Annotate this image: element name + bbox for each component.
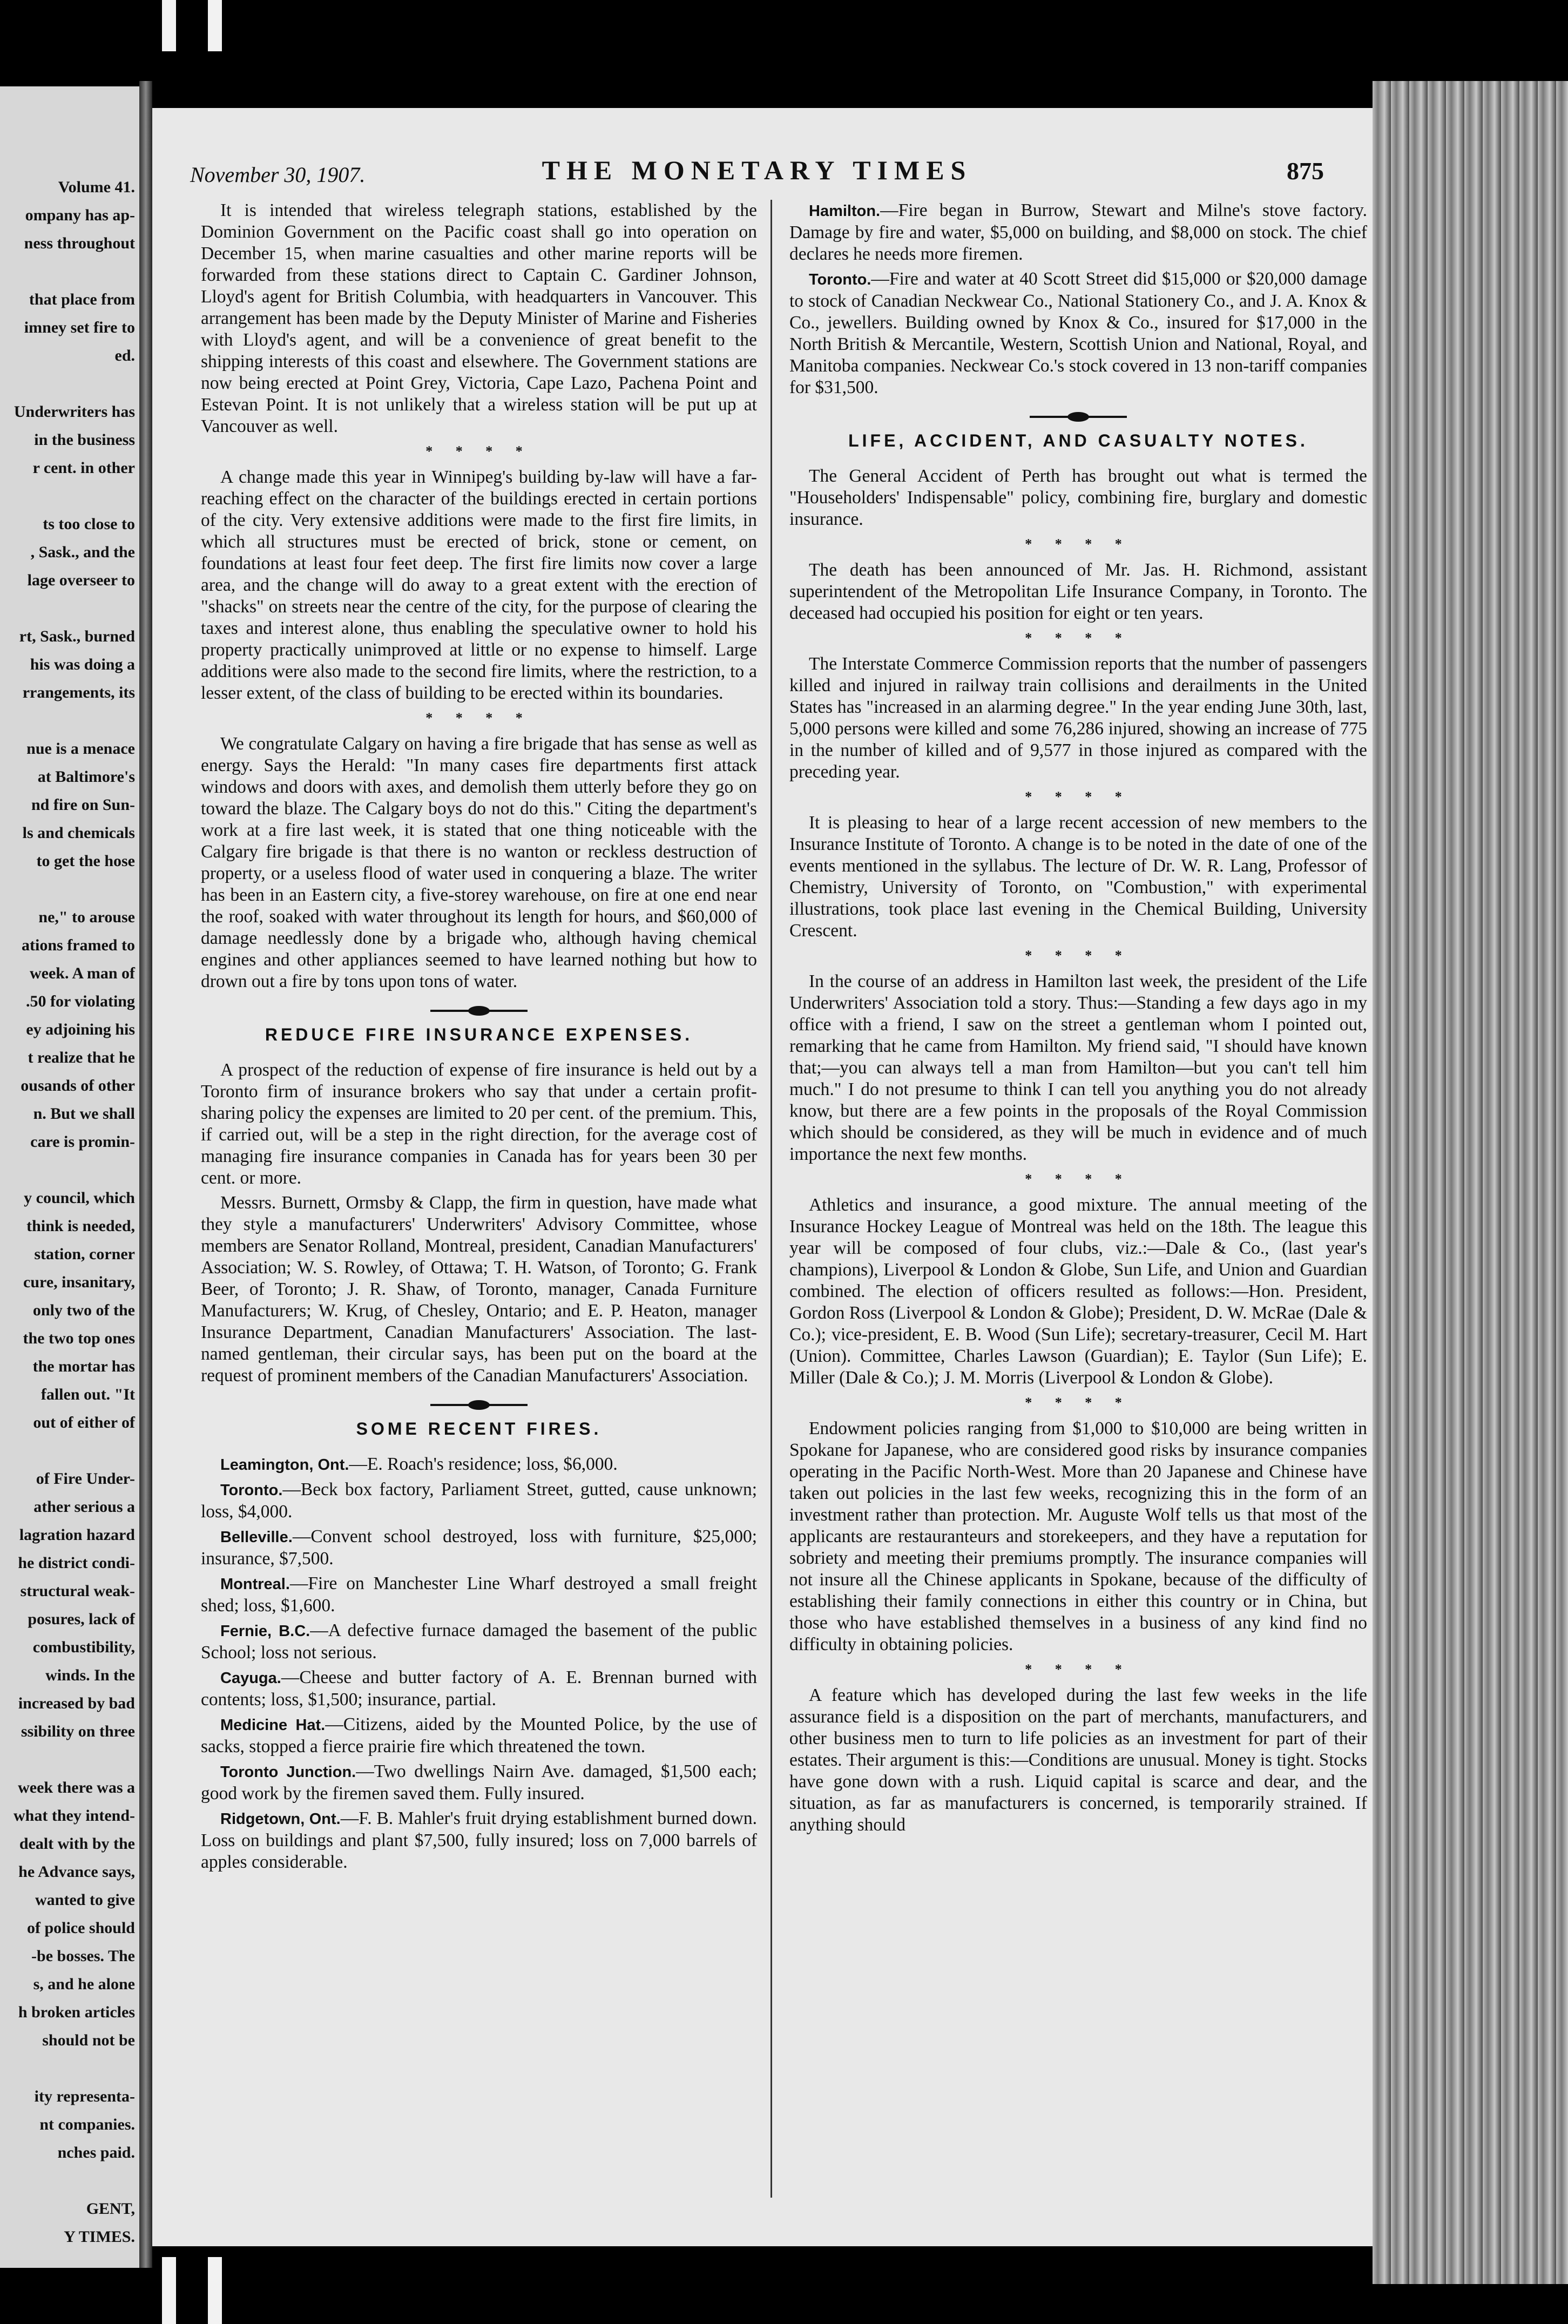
separator-stars: * * * * xyxy=(1025,630,1132,646)
facing-page-line: Y TIMES. xyxy=(64,2228,135,2246)
note-paragraph: The General Accident of Perth has brought out what is termed the "Householders' Indispensable" policy, combining fire, burglary and domestic insurance. xyxy=(789,466,1367,529)
ornament-divider xyxy=(789,406,1367,417)
fire-text: —Beck box factory, Parliament Street, gutted, cause unknown; loss, $4,000. xyxy=(201,1479,757,1522)
fire-text: —Fire and water at 40 Scott Street did $15,000 or $20,000 damage to stock of Canadian Neckwear Co., National Stationery Co., and J. A. Knox & Co., jewellers. Building owned by Knox & Co., insured for $17,000 in the North British & Mercantile, Western, Scottish Union and National, Royal, and Manitoba companies. Neckwear Co.'s stock covered in 13 non-tariff companies for $31,500. xyxy=(789,269,1367,397)
fire-text: —Convent school destroyed, loss with furniture, $25,000; insurance, $7,500. xyxy=(201,1526,757,1569)
reduction-expense-paragraph: A prospect of the reduction of expense of fire insurance is held out by a Toronto firm of insurance brokers who say that under a certain profit-sharing policy the expenses are limited to 20 per cent. of the premium. This, if carried out, will be a step in the right direction, for the average cost of managing fire insurance companies in Canada has for years been 30 per cent. or more. xyxy=(201,1060,757,1188)
facing-page-line: the mortar has xyxy=(32,1357,135,1375)
facing-page-line: GENT, xyxy=(86,2200,135,2218)
facing-page-fragment xyxy=(0,86,145,2268)
fire-text: —Citizens, aided by the Mounted Police, by the use of sacks, stopped a fierce prairie fire which threatened the town. xyxy=(201,1714,757,1756)
facing-page-line: station, corner xyxy=(34,1245,135,1263)
fire-item xyxy=(201,1454,757,1476)
fire-text: —E. Roach's residence; loss, $6,000. xyxy=(349,1454,618,1474)
note-paragraph: The Interstate Commerce Commission reports that the number of passengers killed and injured in railway train collisions and derailments in the United States has "increased in an alarming degree." In the year ending June 30th, last, 5,000 persons were killed and some 76,286 injured, showing an increase of 775 in the number of killed and of 9,577 in those injured as compared with the preceding year. xyxy=(789,654,1367,782)
separator-stars: * * * * xyxy=(1025,536,1132,552)
issue-date: November 30, 1907. xyxy=(190,163,366,187)
right-column xyxy=(789,200,1367,1839)
facing-page-line: , Sask., and the xyxy=(30,543,135,561)
facing-page-line: that place from xyxy=(29,290,135,308)
fire-item xyxy=(201,1573,757,1617)
winnipeg-bylaw-paragraph: A change made this year in Winnipeg's building by-law will have a far-reaching effect on the character of the buildings erected in certain portions of the city. Very extensive additions were made to the first fire limits, in which all structures must be erected of brick, stone or cement, on foundations at least four feet deep. The first fire limits now cover a large area, and the change will do away to a great extent with the erection of "shacks" on streets near the centre of the city, for the purpose of clearing the taxes and interest alone, thus enabling the speculative owner to hold his property practically unimproved at little or no expense to himself. Large additions were also made to the second fire limits, where the restriction, to a lesser extent, of the class of building to be erected within its boundaries. xyxy=(201,467,757,703)
fire-item xyxy=(201,1761,757,1805)
facing-page-line: in the business xyxy=(34,431,135,449)
separator-stars: * * * * xyxy=(1025,789,1132,805)
fire-text: —A defective furnace damaged the basement of the public School; loss not serious. xyxy=(201,1620,757,1663)
fire-place: Toronto Junction. xyxy=(220,1764,356,1781)
page-header xyxy=(190,154,1324,187)
fire-text: —Cheese and butter factory of A. E. Brennan burned with contents; loss, $1,500; insurance, partial. xyxy=(201,1667,757,1710)
facing-page-line: should not be xyxy=(42,2031,135,2049)
masthead-title: THE MONETARY TIMES xyxy=(542,155,972,185)
facing-page-line: wanted to give xyxy=(35,1891,135,1909)
facing-page-line: lage overseer to xyxy=(27,571,135,589)
facing-page-line: of Fire Under- xyxy=(36,1470,135,1488)
facing-page-line: only two of the xyxy=(32,1301,135,1319)
facing-page-line: his was doing a xyxy=(30,656,135,673)
facing-page-line: t realize that he xyxy=(28,1049,135,1066)
fire-text: —Fire began in Burrow, Stewart and Milne's stove factory. Damage by fire and water, $5,000 on building, and $8,000 on stock. The chief declares he needs more firemen. xyxy=(789,200,1367,264)
facing-page-line: ity representa- xyxy=(34,2087,135,2105)
facing-page-line: ts too close to xyxy=(43,515,135,533)
film-mark-top-left xyxy=(162,0,176,51)
facing-page-line: ations framed to xyxy=(22,936,135,954)
facing-page-line: rrangements, its xyxy=(22,684,135,701)
facing-page-line: structural weak- xyxy=(20,1582,135,1600)
facing-page-line: posures, lack of xyxy=(28,1610,135,1628)
facing-page-line: Volume 41. xyxy=(58,178,135,196)
fire-item xyxy=(789,268,1367,398)
note-paragraph: It is pleasing to hear of a large recent accession of new members to the Insurance Institute of Toronto. A change is to be noted in the date of one of the events mentioned in the syllabus. The lecture of Dr. W. R. Lang, Professor of Chemistry, University of Toronto, on "Combustion," with experimental illustrations, took place last evening in the Chemical Building, University Crescent. xyxy=(789,813,1367,941)
fire-text: —Fire on Manchester Line Wharf destroyed a small freight shed; loss, $1,600. xyxy=(201,1573,757,1616)
facing-page-line: h broken articles xyxy=(18,2003,135,2021)
facing-page-line: nt companies. xyxy=(39,2116,135,2133)
page-edge-stack xyxy=(1373,81,1568,2284)
newspaper-page xyxy=(152,108,1373,2246)
facing-page-line: he Advance says, xyxy=(18,1863,135,1881)
fire-place: Toronto. xyxy=(809,271,871,288)
note-paragraph: Athletics and insurance, a good mixture. The annual meeting of the Insurance Hockey League of Montreal was held on the 18th. The league this year will be composed of four clubs, viz.:—Dale & Co., (last year's champions), Liverpool & London & Globe, Sun Life, and Union and Guardian combined. The election of officers resulted as follows:—Hon. President, Gordon Ross (Liverpool & London & Globe); President, D. W. McRae (Dale & Co.); vice-president, E. B. Wood (Sun Life); secretary-treasurer, Cecil M. Hart (Union). Committee, Charles Lawson (Guardian); E. Taylor (Sun Life); E. Miller (Dale & Co.); J. M. Morris (Liverpool & London & Globe). xyxy=(789,1195,1367,1388)
book-gutter xyxy=(139,81,152,2268)
facing-page-line: think is needed, xyxy=(26,1217,135,1235)
facing-page-line: s, and he alone xyxy=(33,1975,135,1993)
note-paragraph: In the course of an address in Hamilton last week, the president of the Life Underwriters' Association told a story. Thus:—Standing a few days ago in my office with a friend, I saw on the street a gentleman whom I pointed out, remarking that he came from Hamilton. My friend said, "I should have known that;—you can always tell a man from Hamilton—but you can't tell him much." I do not presume to think I can tell you anything you do not already know, but there are a few points in the proposals of the Royal Commission which should be considered, as they will be much in evidence and of much importance the next few months. xyxy=(789,971,1367,1164)
fire-place: Cayuga. xyxy=(220,1670,281,1687)
facing-page-line: Underwriters has xyxy=(13,403,135,421)
facing-page-line: increased by bad xyxy=(18,1694,135,1712)
fire-text: —Two dwellings Nairn Ave. damaged, $1,500 each; good work by the firemen saved them. Fully insured. xyxy=(201,1761,757,1803)
facing-page-line: out of either of xyxy=(33,1414,135,1431)
note-paragraph: A feature which has developed during the last few weeks in the life assurance field is a disposition on the part of merchants, manufacturers, and other business men to turn to life policies as an investment for part of their estates. Their argument is this:—Conditions are unusual. Money is tight. Stocks have gone down with a rush. Liquid capital is scarce and dear, and the situation, as far as manufacturers is concerned, is temporarily strained. If anything should xyxy=(789,1685,1367,1835)
facing-page-line: care is promin- xyxy=(30,1133,135,1151)
facing-page-line: n. But we shall xyxy=(33,1105,135,1123)
ornament-divider xyxy=(201,1000,757,1011)
facing-page-line: the two top ones xyxy=(23,1329,135,1347)
facing-page-line: lagration hazard xyxy=(19,1526,135,1544)
facing-page-line: rt, Sask., burned xyxy=(19,627,135,645)
fire-place: Ridgetown, Ont. xyxy=(220,1810,341,1828)
fire-text: —F. B. Mahler's fruit drying establishment burned down. Loss on buildings and plant $7,500, fully insured; loss on 7,000 barrels of apples considerable. xyxy=(201,1808,757,1872)
facing-page-line: at Baltimore's xyxy=(37,768,135,786)
facing-page-line: ey adjoining his xyxy=(26,1021,135,1038)
film-mark-bottom-right xyxy=(208,2257,222,2324)
fire-item xyxy=(789,200,1367,265)
separator-stars: * * * * xyxy=(425,710,532,726)
facing-page-line: nd fire on Sun- xyxy=(31,796,135,814)
facing-page-line: what they intend- xyxy=(13,1807,135,1825)
facing-page-line: combustibility, xyxy=(32,1638,135,1656)
facing-page-line: ness throughout xyxy=(24,234,135,252)
ornament-divider xyxy=(201,1394,757,1405)
fire-place: Montreal. xyxy=(220,1576,290,1593)
facing-page-line: winds. In the xyxy=(45,1666,135,1684)
facing-page-line: week there was a xyxy=(18,1779,135,1796)
facing-page-line: ousands of other xyxy=(21,1077,135,1095)
facing-page-line: ls and chemicals xyxy=(22,824,135,842)
recent-fires-list xyxy=(201,1454,757,1873)
facing-page-line: he district condi- xyxy=(18,1554,135,1572)
note-paragraph: The death has been announced of Mr. Jas. H. Richmond, assistant superintendent of the Metropolitan Life Insurance Company, in Toronto. The deceased had occupied his position for eight or ten years. xyxy=(789,560,1367,623)
fire-item xyxy=(201,1808,757,1873)
facing-page-line: ne," to arouse xyxy=(38,908,135,926)
facing-page-line: nue is a menace xyxy=(26,740,135,758)
facing-page-line: of police should xyxy=(26,1919,135,1937)
heading-life-accident-casualty: LIFE, ACCIDENT, AND CASUALTY NOTES. xyxy=(848,431,1308,450)
column-rule xyxy=(771,200,772,2198)
fire-place: Toronto. xyxy=(220,1482,283,1499)
facing-page-line: dealt with by the xyxy=(19,1835,135,1853)
facing-page-line: ed. xyxy=(114,347,135,364)
facing-page-line: imney set fire to xyxy=(24,319,135,336)
fire-place: Fernie, B.C. xyxy=(220,1623,310,1640)
advisory-committee-paragraph: Messrs. Burnett, Ormsby & Clapp, the firm in question, have made what they style a manufacturers' Underwriters' Advisory Committee, whose members are Senator Rolland, Montreal, president, Canadian Manufacturers' Association; W. S. Rowley, of Ottawa; T. H. Watson, of Toronto; G. Frank Beer, of Toronto; J. R. Shaw, of Toronto, manager, Canada Furniture Manufacturers; W. Krug, of Chesley, Ontario; and E. P. Heaton, manager Insurance Department, Canadian Manufacturers' Association. The last-named gentleman, their circular says, has been put on the board at the request of prominent members of the Canadian Manufacturers' Association. xyxy=(201,1193,757,1386)
fire-place: Medicine Hat. xyxy=(220,1717,326,1734)
fire-item xyxy=(201,1714,757,1758)
facing-page-line: -be bosses. The xyxy=(31,1947,135,1965)
wireless-stations-paragraph: It is intended that wireless telegraph stations, established by the Dominion Government on the Pacific coast shall go into operation on December 15, when marine casualties and other marine reports will be forwarded from these stations direct to Captain C. Gardiner Johnson, Lloyd's agent for British Columbia, with headquarters in Vancouver. This arrangement has been made by the Deputy Minister of Marine and Fisheries with Lloyd's agent, and will be a convenience of great benefit to the shipping interests of this coast and elsewhere. The Government stations are now being erected at Point Grey, Victoria, Cape Lazo, Pachena Point and Estevan Point. It is not unlikely that a wireless station will be put up at Vancouver as well. xyxy=(201,200,757,436)
separator-stars: * * * * xyxy=(1025,1661,1132,1677)
facing-page-line: .50 for violating xyxy=(26,992,135,1010)
fire-item xyxy=(201,1667,757,1711)
page-number: 875 xyxy=(1287,157,1324,185)
separator-stars: * * * * xyxy=(425,443,532,459)
heading-reduce-fire-insurance: REDUCE FIRE INSURANCE EXPENSES. xyxy=(265,1025,693,1044)
film-mark-bottom-left xyxy=(162,2257,176,2324)
heading-recent-fires: SOME RECENT FIRES. xyxy=(356,1419,602,1438)
facing-page-line: ssibility on three xyxy=(21,1722,135,1740)
fire-item xyxy=(201,1620,757,1664)
left-column xyxy=(201,200,757,1876)
calgary-fire-brigade-paragraph: We congratulate Calgary on having a fire brigade that has sense as well as energy. Says the Herald: "In many cases fire departments first attack windows and doors with axes, and demolish them utterly before they go on toward the blaze. The Calgary boys do not do this." Citing the department's work at a fire last week, it is stated that one thing noticeable with the Calgary fire brigade is that there is no wanton or reckless destruction of property, or a useless flood of water used in conquering a blaze. The writer has been in an Eastern city, a five-storey warehouse, on fire at one end near the roof, soaked with water throughout its length for hours, and $60,000 of damage needlessly done by a brigade who, although having chemical engines and other appliances seemed to have learned nothing but how to drown out a fire by tons upon tons of water. xyxy=(201,734,757,991)
facing-page-line: ather serious a xyxy=(33,1498,135,1516)
facing-page-line: nches paid. xyxy=(57,2144,135,2161)
separator-stars: * * * * xyxy=(1025,948,1132,963)
facing-page-line: week. A man of xyxy=(30,964,135,982)
fire-place: Leamington, Ont. xyxy=(220,1456,349,1474)
fire-place: Belleville. xyxy=(220,1529,293,1546)
facing-page-line: r cent. in other xyxy=(32,459,135,477)
facing-page-line: ompany has ap- xyxy=(25,206,135,224)
facing-page-line: fallen out. "It xyxy=(40,1386,135,1403)
facing-page-line: cure, insanitary, xyxy=(23,1273,135,1291)
fire-item xyxy=(201,1479,757,1523)
fire-item xyxy=(201,1526,757,1570)
note-paragraph: Endowment policies ranging from $1,000 to $10,000 are being written in Spokane for Japanese, who are considered good risks by insurance companies operating in the Pacific North-West. More than 20 Japanese and Chinese have taken out policies in the last few weeks, recognizing this in the form of an investment rather than protection. Mr. Auguste Wolf tells us that most of the applicants are restauranteurs and storekeepers, and they have a reputation for sobriety and meeting their premiums promptly. The insurance companies will not insure all the Chinese applicants in Spokane, because of the difficulty of establishing their family connections in either this country or in China, but those who have established themselves in a business of any kind find no difficulty in obtaining policies. xyxy=(789,1418,1367,1654)
facing-page-line: to get the hose xyxy=(36,852,135,870)
fire-place: Hamilton. xyxy=(809,202,881,220)
film-mark-top-right xyxy=(208,0,222,51)
separator-stars: * * * * xyxy=(1025,1395,1132,1410)
separator-stars: * * * * xyxy=(1025,1171,1132,1187)
facing-page-line: y council, which xyxy=(24,1189,135,1207)
